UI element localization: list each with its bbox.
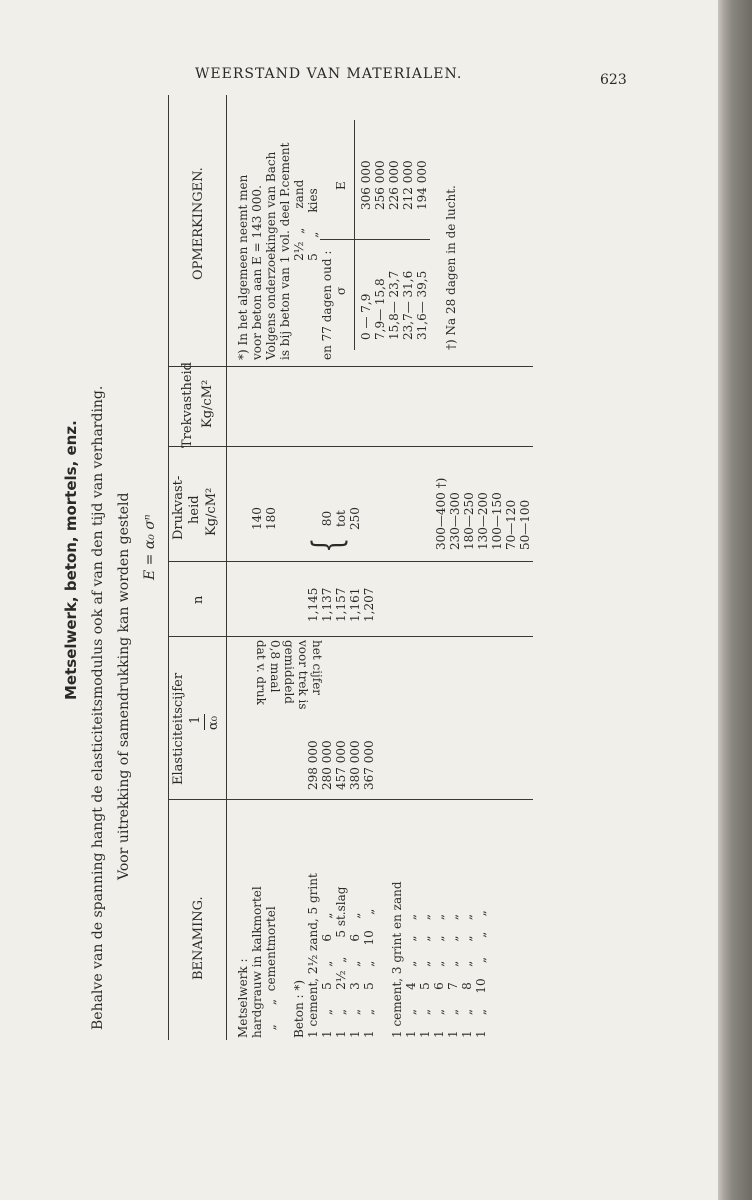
- sub-col-sigma: 0 — 7,9 7,9— 15,8 15,8— 23,7 23,7— 31,6 31,6— 39,5: [359, 270, 429, 340]
- header-trek-1: Trekvastheid: [180, 362, 195, 448]
- col-divider-5: [168, 366, 533, 367]
- col-divider-2: [168, 636, 533, 637]
- header-druk-2: heid: [187, 495, 202, 524]
- header-n: n: [191, 595, 206, 604]
- intro-line-2: Voor uitrekking of samendrukking kan worden gesteld: [116, 492, 132, 880]
- fraction-bar: [204, 714, 205, 730]
- page-edge: [718, 0, 752, 1200]
- sub-table-hrule: [354, 120, 355, 350]
- col-divider-4: [168, 446, 533, 447]
- sub-col-E: 306 000 256 000 226 000 212 000 194 000: [359, 160, 429, 210]
- table-top-rule: [168, 95, 169, 1040]
- col-benaming: Metselwerk : hardgrauw in kalkmortel „ „ cementmortel Beton : *) 1 cement, 2½ zand, 5 grint 1 „ 5 „ 6 „ 1 „ 2½ „ 5 st.slag 1 „ 3 „ 6 „ 1 „ 5 „ 10 „ 1 cement, 3 grint en zand 1 „ 4 „ „ „ 1 „ 5 „ „ „ 1 „ 6 „ „ „ 1 „ 7 „ „ „ 1 „ 8 „ „ „ 1 „ 10 „ „ „: [236, 873, 488, 1038]
- elasticiteit-note: het cijfer voor trek is gemiddeld 0,8 maal dat v. druk: [254, 640, 324, 710]
- intro-line-1: Behalve van de spanning hangt de elasticiteitsmodulus ook af van den tijd van verharding.: [90, 385, 106, 1030]
- section-title: Metselwerk, beton, mortels, enz.: [62, 420, 80, 700]
- header-trek-2: Kg/cM²: [200, 379, 215, 428]
- sub-header-sigma: σ: [334, 286, 348, 295]
- col-divider-3: [168, 561, 533, 562]
- col-druk-top: 140 180 80 tot 250: [250, 507, 362, 530]
- header-elasticiteit: Elasticiteitscijfer: [171, 672, 186, 785]
- footnote: †) Na 28 dagen in de lucht.: [444, 185, 458, 350]
- header-elasticiteit-num: 1: [188, 715, 203, 724]
- running-head: WEERSTAND VAN MATERIALEN.: [195, 66, 463, 82]
- col-elasticiteit: 298 000 280 000 457 000 380 000 367 000: [306, 740, 376, 790]
- rotated-table-block: [56, 90, 616, 1040]
- col-druk-bottom: 300—400 †) 230—300 180—250 130—200 100—150 70—120 50—100: [434, 477, 532, 550]
- table-header-rule: [226, 95, 227, 1040]
- col-opmerkingen: *) In het algemeen neemt men voor beton aan E = 143 000. Volgens onderzoekingen van Bach is bij beton van 1 vol. deel P.cement 2½ „ zand 5 „ kies en 77 dagen oud :: [236, 142, 334, 360]
- header-opmerkingen: OPMERKINGEN.: [191, 167, 206, 280]
- header-elasticiteit-den: α₀: [206, 716, 221, 730]
- brace: {: [305, 537, 351, 553]
- col-n: 1,145 1,137 1,157 1,161 1,207: [306, 587, 376, 622]
- col-divider-1: [168, 799, 533, 800]
- sub-header-E: E: [334, 181, 348, 190]
- page-number: 623: [600, 72, 627, 88]
- header-benaming: BENAMING.: [191, 896, 206, 980]
- header-druk-1: Drukvast-: [171, 475, 186, 540]
- sub-table-vrule: [320, 239, 430, 240]
- formula: E = α₀ σⁿ: [142, 514, 158, 580]
- header-druk-3: Kg/cM²: [204, 487, 219, 536]
